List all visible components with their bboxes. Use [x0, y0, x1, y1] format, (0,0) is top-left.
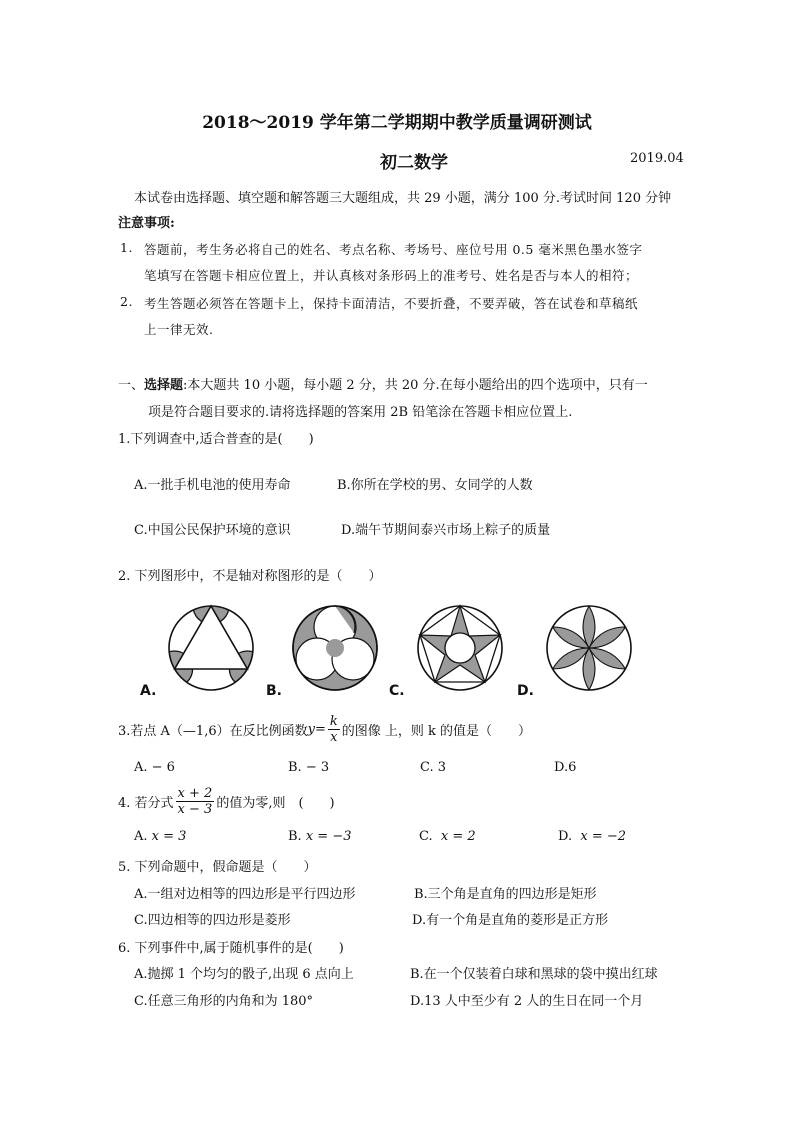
- q5-option-a: A.一组对边相等的四边形是平行四边形: [134, 887, 356, 902]
- q4-fraction-numerator: x + 2: [177, 786, 213, 801]
- q4-option-b-value: x = −3: [305, 829, 352, 844]
- q5-option-d: D.有一个角是直角的菱形是正方形: [412, 913, 609, 928]
- q3-fraction: [328, 714, 340, 745]
- q3-option-b: B. − 3: [288, 760, 330, 775]
- q6-option-b: B.在一个仅装着白球和黑球的袋中摸出红球: [410, 967, 658, 982]
- q4-option-d-value: x = −2: [580, 829, 627, 844]
- q1-option-d: D.端午节期间泰兴市场上粽子的质量: [341, 523, 551, 538]
- q3-option-d: D.6: [554, 760, 577, 775]
- q2-option-a-label: A.: [140, 683, 157, 699]
- q4-stem-prefix: 4. 若分式: [118, 796, 174, 811]
- q2-option-d-label: D.: [517, 683, 534, 699]
- q3-stem-prefix: 3.若点 A（—1,6）在反比例函数: [118, 724, 308, 739]
- section-1-desc-line-2: 项是符合题目要求的.请将选择题的答案用 2B 铅笔涂在答题卡相应位置上.: [148, 405, 573, 420]
- section-1-number: 一、: [118, 378, 145, 393]
- q2-option-c-label: C.: [389, 683, 405, 699]
- notes-heading: 注意事项:: [118, 216, 175, 231]
- q3-option-a: A. − 6: [134, 760, 175, 775]
- q2-option-b-label: B.: [266, 683, 282, 699]
- note-2-line-2: 上一律无效.: [144, 322, 214, 337]
- q3-stem: [118, 714, 531, 745]
- section-1-heading: [118, 374, 648, 393]
- q1-option-a: A.一批手机电池的使用寿命: [134, 478, 291, 493]
- q4-option-a: [134, 829, 186, 844]
- q4-option-a-value: x = 3: [151, 829, 187, 844]
- q4-option-a-label: A.: [134, 829, 148, 844]
- q3-fraction-denominator: x: [330, 730, 338, 745]
- q4-option-c-label: C.: [419, 829, 433, 844]
- note-1-line-2: 笔填写在答题卡相应位置上，并认真核对条形码上的准考号、姓名是否与本人的相符；: [144, 268, 639, 283]
- q4-option-b-label: B.: [288, 829, 302, 844]
- q2-figure-c: [415, 603, 505, 693]
- q3-equals: =: [314, 722, 326, 737]
- q1-option-b: B.你所在学校的男、女同学的人数: [337, 478, 533, 493]
- note-2-line-1: 考生答题必须答在答题卡上，保持卡面清洁，不要折叠，不要弄破，答在试卷和草稿纸: [144, 296, 639, 311]
- q3-fraction-numerator: k: [329, 714, 338, 729]
- q3-var-y: y: [307, 722, 315, 737]
- q2-stem: 2. 下列图形中，不是轴对称图形的是（ ）: [118, 569, 382, 584]
- exam-intro: 本试卷由选择题、填空题和解答题三大题组成，共 29 小题，满分 100 分.考试时间 120 分钟: [134, 191, 672, 206]
- q4-fraction: [176, 786, 215, 817]
- q1-option-c: C.中国公民保护环境的意识: [134, 523, 291, 538]
- q4-stem: [118, 786, 335, 817]
- q2-figure-d: [544, 603, 634, 693]
- q4-option-d: [558, 829, 626, 844]
- q1-stem: 1.下列调查中,适合普查的是( ): [118, 432, 314, 447]
- q2-figure-a: [166, 603, 256, 693]
- q6-option-a: A.抛掷 1 个均匀的骰子,出现 6 点向上: [134, 967, 354, 982]
- q3-stem-suffix: 的图像 上，则 k 的值是（ ）: [341, 724, 532, 739]
- exam-date: 2019.04: [630, 151, 684, 166]
- q5-stem: 5. 下列命题中，假命题是（ ）: [118, 860, 317, 875]
- q4-option-d-label: D.: [558, 829, 573, 844]
- section-1-desc-line-1: :本大题共 10 小题，每小题 2 分，共 20 分.在每小题给出的四个选项中，只有一: [183, 378, 648, 393]
- q4-option-c-value: x = 2: [440, 829, 476, 844]
- note-2-number: 2.: [120, 294, 133, 309]
- q4-option-c: [419, 829, 476, 844]
- exam-subtitle: 初二数学: [380, 153, 448, 173]
- q5-option-c: C.四边相等的四边形是菱形: [134, 913, 291, 928]
- q4-fraction-denominator: x − 3: [177, 802, 213, 817]
- q6-option-d: D.13 人中至少有 2 人的生日在同一个月: [410, 994, 644, 1009]
- q6-option-c: C.任意三角形的内角和为 180°: [134, 994, 314, 1009]
- note-1-line-1: 答题前，考生务必将自己的姓名、考点名称、考场号、座位号用 0.5 毫米黑色墨水签字: [144, 242, 643, 257]
- note-1-number: 1.: [120, 240, 133, 255]
- exam-title: 2018～2019 学年第二学期期中教学质量调研测试: [202, 113, 592, 133]
- q6-stem: 6. 下列事件中,属于随机事件的是( ): [118, 941, 344, 956]
- q5-option-b: B.三个角是直角的四边形是矩形: [414, 887, 597, 902]
- q3-option-c: C. 3: [420, 760, 447, 775]
- section-1-name: 选择题: [144, 378, 184, 393]
- q4-stem-suffix: 的值为零,则 ( ): [216, 796, 335, 811]
- q2-figure-b: [290, 603, 380, 693]
- q4-option-b: [288, 829, 351, 844]
